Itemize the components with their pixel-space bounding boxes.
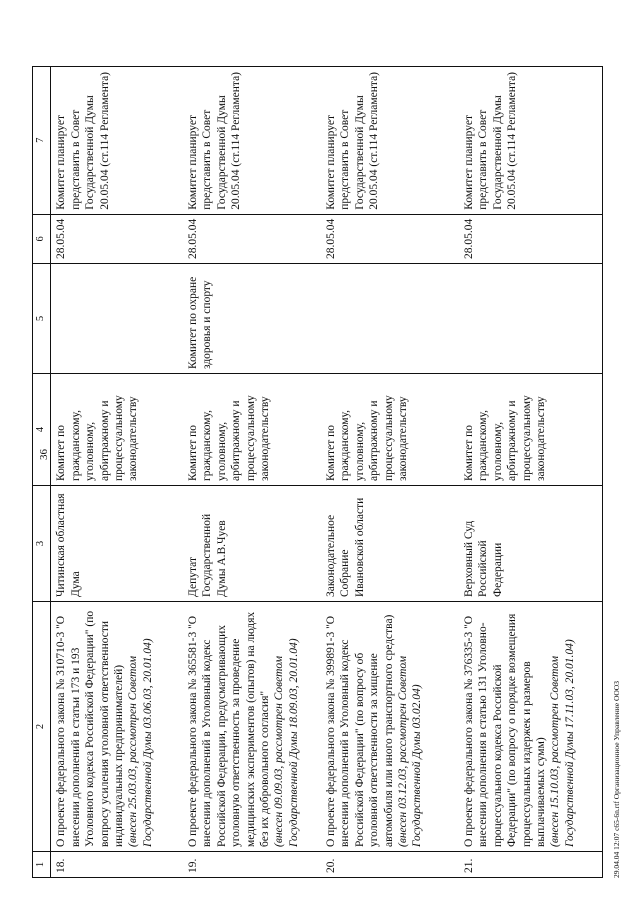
row-title: О проекте федерального закона № 376335-3 "О внесении дополнения в статью 131 Уголовно-процессуального кодекса Российской Федерации" (по вопросу о порядке возмещения процессуальных издержек и размеров выплачиваемых сумм): [462, 613, 547, 847]
header-cell: 6: [33, 214, 51, 263]
row-title-cell: [461, 602, 603, 852]
row-committee: Комитет по гражданскому, уголовному, арбитражному и процессуальному законодательству: [185, 374, 323, 486]
footer-text: 29.04.04 12:07 c65-6n.rtf Организационное Управление ООО3: [612, 681, 621, 878]
row-number: 21.: [461, 852, 603, 878]
row-committee: Комитет по гражданскому, уголовному, арбитражному и процессуальному законодательству: [323, 374, 461, 486]
row-co-committee: [51, 264, 185, 374]
header-cell: 2: [33, 602, 51, 852]
header-cell: 4: [33, 374, 51, 486]
header-cell: 1: [33, 852, 51, 878]
header-cell: 5: [33, 264, 51, 374]
row-title: О проекте федерального закона № 365581-3 "О внесении дополнений в Уголовный кодекс Российской Федерации, предусматривающих уголовную ответственность за проведение медицинских экспериментов (опытов) на людях без их добровольного согласия": [186, 611, 271, 847]
row-co-committee: [323, 264, 461, 374]
page-number: 36: [38, 449, 50, 460]
row-title-cell: [323, 602, 461, 852]
row-title: О проекте федерального закона № 399891-3 "О внесении дополнений в Уголовный кодекс Российской Федерации" (по вопросу об уголовной ответственности за хищение автомобиля или иного транспортного средства): [324, 614, 395, 847]
row-date: 28.05.04: [185, 214, 323, 263]
header-cell: 3: [33, 486, 51, 602]
row-title: О проекте федерального закона № 310710-3 "О внесении дополнений в статьи 173 и 193 Уголовного кодекса Российской Федерации" (по вопросу усиления уголовной ответственности индивидуальных предпринимателей): [55, 610, 126, 847]
row-note: (внесен 25.03.03, рассмотрен Советом Государственной Думы 03.06.03, 20.01.04): [127, 638, 154, 847]
row-plan: Комитет планирует представить в Совет Государственной Думы 20.05.04 (ст.114 Регламента): [323, 66, 461, 214]
agenda-table: [32, 66, 603, 878]
row-initiator: Законодательное Собрание Ивановской области: [323, 486, 461, 602]
row-note: (внесен 15.10.03, рассмотрен Советом Государственной Думы 17.11.03, 20.01.04): [549, 639, 576, 847]
header-cell: 7: [33, 66, 51, 214]
row-co-committee: Комитет по охране здоровья и спорту: [185, 264, 323, 374]
table-row: [185, 66, 323, 877]
row-date: 28.05.04: [323, 214, 461, 263]
header-row: [33, 66, 51, 877]
row-number: 20.: [323, 852, 461, 878]
row-number: 19.: [185, 852, 323, 878]
row-date: 28.05.04: [461, 214, 603, 263]
row-date: 28.05.04: [51, 214, 185, 263]
row-plan: Комитет планирует представить в Совет Государственной Думы 20.05.04 (ст.114 Регламента): [185, 66, 323, 214]
row-initiator: Депутат Государственной Думы А.В.Чуев: [185, 486, 323, 602]
table-row: [51, 66, 185, 877]
row-initiator: Читинская областная Дума: [51, 486, 185, 602]
row-co-committee: [461, 264, 603, 374]
row-initiator: Верховный Суд Российской Федерации: [461, 486, 603, 602]
row-title-cell: [185, 602, 323, 852]
row-committee: Комитет по гражданскому, уголовному, арбитражному и процессуальному законодательству: [461, 374, 603, 486]
row-committee: Комитет по гражданскому, уголовному, арбитражному и процессуальному законодательству: [51, 374, 185, 486]
table-row: [323, 66, 461, 877]
row-note: (внесен 09.09.03, рассмотрен Советом Государственной Думы 18.09.03, 20.01.04): [273, 638, 300, 847]
row-plan: Комитет планирует представить в Совет Государственной Думы 20.05.04 (ст.114 Регламента): [461, 66, 603, 214]
row-note: (внесен 03.12.03, рассмотрен Советом Государственной Думы 03.02.04): [396, 655, 424, 847]
row-title-cell: [51, 602, 185, 852]
row-plan: Комитет планирует представить в Совет Государственной Думы 20.05.04 (ст.114 Регламента): [51, 66, 185, 214]
row-number: 18.: [51, 852, 185, 878]
table-row: [461, 66, 603, 877]
